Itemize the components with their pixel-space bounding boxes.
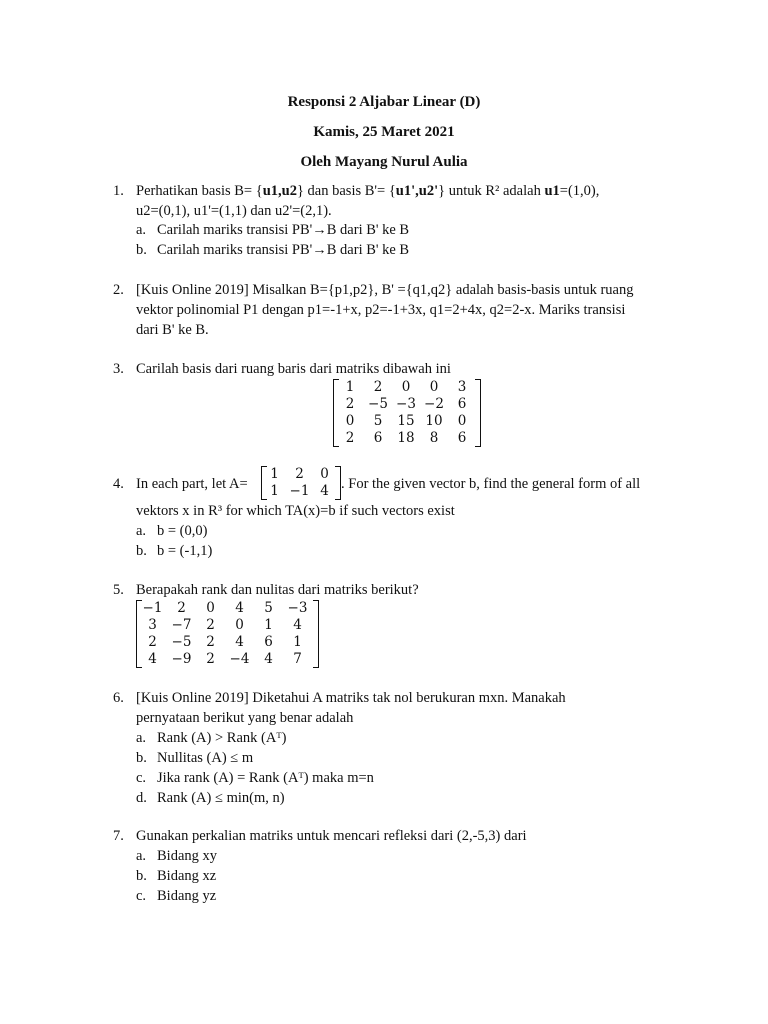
matrix-cell: 4 — [148, 651, 157, 667]
option-text: Rank (A) ≤ min(m, n) — [157, 790, 285, 806]
matrix-cell: 4 — [235, 634, 244, 650]
option-label: a. — [136, 523, 147, 539]
matrix-cell: −3 — [287, 600, 308, 616]
matrix-cell: −4 — [229, 651, 250, 667]
question-number: 2. — [113, 282, 124, 298]
matrix-cell: 2 — [373, 379, 383, 395]
matrix-cell: 0 — [206, 600, 215, 616]
option-label: b. — [136, 543, 147, 559]
matrix-cell: 2 — [177, 600, 186, 616]
matrix-cell: 4 — [264, 651, 273, 667]
matrix-cell: 6 — [457, 430, 467, 446]
matrix-cell: 10 — [425, 413, 443, 429]
matrix-cell: 2 — [206, 634, 215, 650]
option-text: Carilah mariks transisi PB'→B dari B' ke B — [157, 242, 410, 258]
option-text: Bidang yz — [157, 888, 217, 904]
matrix-cell: 2 — [206, 617, 215, 633]
question-text: [Kuis Online 2019] Misalkan B={p1,p2}, B' ={q1,q2} adalah basis-basis untuk ruang — [136, 282, 634, 298]
matrix-row — [137, 651, 318, 671]
document-author: Oleh Mayang Nurul Aulia — [300, 154, 468, 170]
option-text: Jika rank (A) = Rank (Aᵀ) maka m=n — [157, 770, 374, 786]
question-text: Gunakan perkalian matriks untuk mencari refleksi dari (2,-5,3) dari — [136, 828, 527, 844]
rank-matrix — [136, 600, 319, 668]
matrix-cell: 2 — [345, 396, 355, 412]
matrix-cell: 15 — [397, 413, 415, 429]
option-text: Nullitas (A) ≤ m — [157, 750, 254, 766]
matrix-cell: −9 — [171, 651, 192, 667]
matrix-cell: 18 — [397, 430, 415, 446]
option-text: Rank (A) > Rank (Aᵀ) — [157, 730, 287, 746]
question-number: 7. — [113, 828, 124, 844]
matrix-cell: 1 — [293, 634, 302, 650]
option-label: a. — [136, 730, 147, 746]
question-text: vektors x in R³ for which TA(x)=b if such vectors exist — [136, 503, 455, 519]
option-label: a. — [136, 848, 147, 864]
option-text: b = (0,0) — [157, 523, 208, 539]
matrix-cell: 1 — [264, 617, 273, 633]
option-label: b. — [136, 242, 147, 258]
question-text: pernyataan berikut yang benar adalah — [136, 710, 354, 726]
option-label: b. — [136, 750, 147, 766]
row-space-matrix — [333, 379, 481, 447]
matrix-cell: −1 — [142, 600, 163, 616]
question-number: 4. — [113, 476, 124, 492]
question-text: [Kuis Online 2019] Diketahui A matriks tak nol berukuran mxn. Manakah — [136, 690, 566, 706]
matrix-cell: −5 — [368, 396, 388, 412]
question-text: In each part, let A= — [136, 476, 248, 492]
matrix-cell: 5 — [373, 413, 383, 429]
question-text: Berapakah rank dan nulitas dari matriks berikut? — [136, 582, 419, 598]
matrix-cell: 2 — [148, 634, 157, 650]
matrix-cell: −2 — [424, 396, 444, 412]
matrix-cell: −7 — [171, 617, 192, 633]
matrix-cell: 6 — [264, 634, 273, 650]
document-date: Kamis, 25 Maret 2021 — [313, 124, 455, 140]
matrix-cell: 4 — [235, 600, 244, 616]
option-text: b = (-1,1) — [157, 543, 213, 559]
matrix-cell: 6 — [457, 396, 467, 412]
matrix-cell: 5 — [264, 600, 273, 616]
question-text: vektor polinomial P1 dengan p1=-1+x, p2=-1+3x, q1=2+4x, q2=2-x. Mariks transisi — [136, 302, 626, 318]
matrix-cell: 0 — [429, 379, 439, 395]
matrix-cell: 6 — [373, 430, 383, 446]
matrix-cell: 7 — [293, 651, 302, 667]
matrix-cell: 4 — [293, 617, 302, 633]
matrix-a — [261, 466, 341, 500]
question-text: . For the given vector b, find the general form of all — [341, 476, 641, 492]
matrix-cell: 0 — [320, 466, 329, 482]
option-label: b. — [136, 868, 147, 884]
option-text: Bidang xy — [157, 848, 218, 864]
matrix-cell: −1 — [289, 483, 310, 499]
matrix-cell: 2 — [295, 466, 304, 482]
matrix-cell: 1 — [345, 379, 355, 395]
question-number: 5. — [113, 582, 124, 598]
option-label: a. — [136, 222, 147, 238]
question-number: 1. — [113, 183, 124, 199]
option-text: Carilah mariks transisi PB'→B dari B' ke B — [157, 222, 410, 238]
question-number: 6. — [113, 690, 124, 706]
matrix-row — [334, 430, 480, 450]
matrix-cell: 1 — [270, 466, 279, 482]
matrix-cell: 0 — [457, 413, 467, 429]
matrix-cell: 0 — [345, 413, 355, 429]
question-number: 3. — [113, 361, 124, 377]
option-text: Bidang xz — [157, 868, 217, 884]
question-text: Perhatikan basis B= {u1,u2} dan basis B'= {u1',u2'} untuk R² adalah u1=(1,0), — [136, 183, 600, 199]
option-label: d. — [136, 790, 147, 806]
matrix-row — [262, 483, 340, 503]
matrix-cell: −3 — [396, 396, 416, 412]
question-text: u2=(0,1), u1'=(1,1) dan u2'=(2,1). — [136, 203, 332, 219]
question-text: dari B' ke B. — [136, 322, 209, 338]
matrix-cell: 1 — [270, 483, 279, 499]
option-label: c. — [136, 888, 147, 904]
matrix-cell: 3 — [457, 379, 467, 395]
matrix-cell: 3 — [148, 617, 157, 633]
question-text: Carilah basis dari ruang baris dari matriks dibawah ini — [136, 361, 451, 377]
matrix-cell: 0 — [235, 617, 244, 633]
matrix-cell: −5 — [171, 634, 192, 650]
matrix-cell: 2 — [206, 651, 215, 667]
matrix-cell: 8 — [429, 430, 439, 446]
document-title: Responsi 2 Aljabar Linear (D) — [287, 94, 481, 110]
matrix-cell: 2 — [345, 430, 355, 446]
option-label: c. — [136, 770, 147, 786]
matrix-cell: 0 — [401, 379, 411, 395]
matrix-cell: 4 — [320, 483, 329, 499]
